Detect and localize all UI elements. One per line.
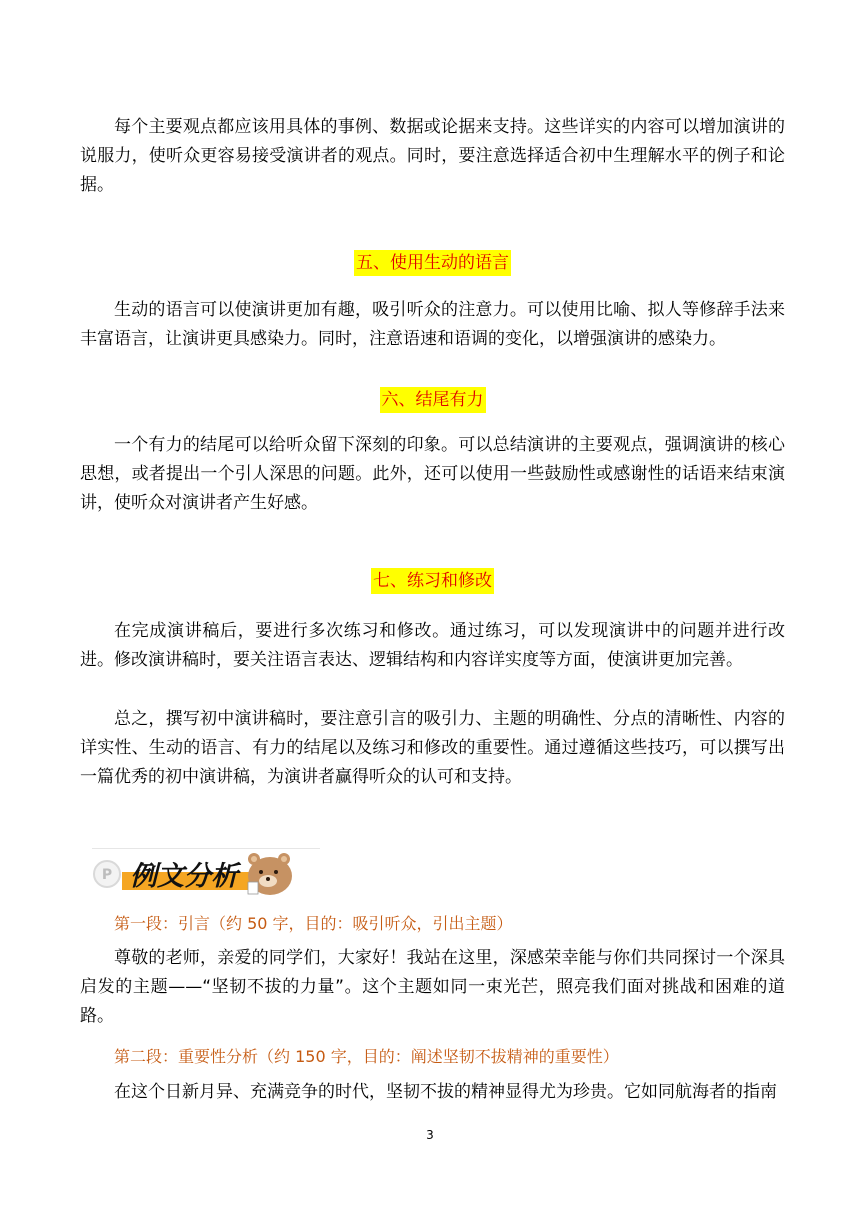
heading-text: 六、结尾有力 [380,387,486,413]
heading-text: 五、使用生动的语言 [354,250,511,276]
banner-badge-letter: P [101,867,113,883]
section-heading-7 [80,568,785,594]
example-label-importance: 第二段：重要性分析（约 150 字，目的：阐述坚韧不拔精神的重要性） [114,1047,619,1066]
example-analysis-banner [92,846,322,896]
paragraph-vivid-language: 生动的语言可以使演讲更加有趣，吸引听众的注意力。可以使用比喻、拟人等修辞手法来丰富语言，让演讲更具感染力。同时，注意语速和语调的变化，以增强演讲的感染力。 [80,300,785,349]
paragraph-strong-ending: 一个有力的结尾可以给听众留下深刻的印象。可以总结演讲的主要观点，强调演讲的核心思想，或者提出一个引人深思的问题。此外，还可以使用一些鼓励性或感谢性的话语来结束演讲，使听众对演讲者产生好感。 [80,435,785,513]
paragraph-support-points: 每个主要观点都应该用具体的事例、数据或论据来支持。这些详实的内容可以增加演讲的说服力，使听众更容易接受演讲者的观点。同时，要注意选择适合初中生理解水平的例子和论据。 [80,117,785,195]
section-heading-6 [80,387,785,413]
section-heading-5 [80,250,785,276]
heading-text: 七、练习和修改 [371,568,494,594]
example-label-intro: 第一段：引言（约 50 字，目的：吸引听众，引出主题） [114,914,513,933]
paragraph-summary: 总之，撰写初中演讲稿时，要注意引言的吸引力、主题的明确性、分点的清晰性、内容的详实性、生动的语言、有力的结尾以及练习和修改的重要性。通过遵循这些技巧，可以撰写出一篇优秀的初中演讲稿，为演讲者赢得听众的认可和支持。 [80,709,785,787]
banner-title: 例文分析 [130,861,238,892]
example-paragraph-importance: 在这个日新月异、充满竞争的时代，坚韧不拔的精神显得尤为珍贵。它如同航海者的指南 [114,1082,777,1102]
example-paragraph-intro: 尊敬的老师，亲爱的同学们，大家好！我站在这里，深感荣幸能与你们共同探讨一个深具启发的主题——“坚韧不拔的力量”。这个主题如同一束光芒，照亮我们面对挑战和困难的道路。 [80,948,785,1026]
paragraph-practice-revise: 在完成演讲稿后，要进行多次练习和修改。通过练习，可以发现演讲中的问题并进行改进。修改演讲稿时，要关注语言表达、逻辑结构和内容详实度等方面，使演讲更加完善。 [80,621,785,670]
bear-icon [248,853,292,895]
page-number: 3 [426,1128,434,1142]
